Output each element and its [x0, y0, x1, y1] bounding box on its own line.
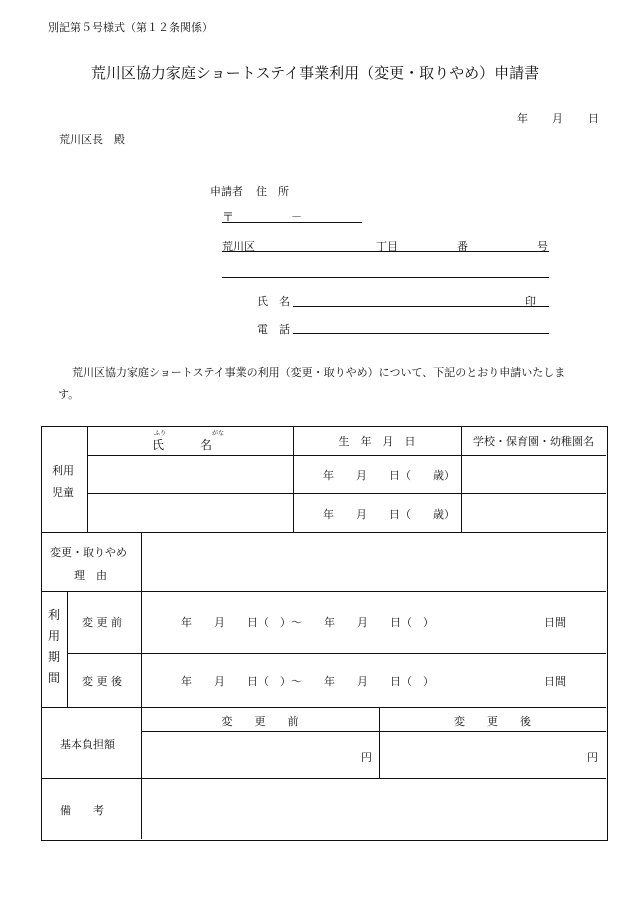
- postal-code-line[interactable]: [222, 222, 362, 223]
- name-label: 氏 名: [257, 295, 290, 308]
- burden-label: 基本負担額: [60, 738, 115, 751]
- burden-after-header: 変 更 後: [454, 715, 531, 728]
- statement-line-2: す。: [58, 388, 80, 401]
- go-label: 号: [537, 240, 548, 253]
- postal-mark: 〒: [222, 210, 235, 224]
- child-2-name-cell[interactable]: [88, 494, 292, 531]
- before-label: 変 更 前: [82, 616, 122, 629]
- postal-dash: －: [291, 210, 302, 223]
- child-label-2: 児童: [52, 486, 74, 499]
- period-before-range[interactable]: 年 月 日（ ）～ 年 月 日（ ）: [181, 616, 434, 629]
- period-before-days: 日間: [544, 616, 566, 629]
- child-2-birthdate[interactable]: 年 月 日（ 歳）: [323, 508, 455, 521]
- burden-before-header: 変 更 前: [221, 715, 299, 728]
- address-line-2[interactable]: [222, 277, 549, 278]
- phone-line[interactable]: [293, 333, 549, 334]
- reason-label-2: 理 由: [74, 569, 107, 582]
- name-ruby-1: ふり: [154, 430, 167, 437]
- seal-mark: 印: [525, 295, 536, 308]
- reason-label-1: 変更・取りやめ: [50, 546, 127, 559]
- addressee: 荒川区長 殿: [59, 133, 125, 146]
- child-1-birthdate[interactable]: 年 月 日（ 歳）: [323, 469, 455, 482]
- birth-header: 生 年 月 日: [338, 435, 416, 448]
- school-header: 学校・保育園・幼稚園名: [473, 435, 594, 448]
- burden-before-yen[interactable]: 円: [361, 751, 372, 764]
- date-day: 日: [588, 112, 599, 125]
- form-number: 別記第５号様式（第１２条関係）: [48, 21, 213, 34]
- name-line[interactable]: [293, 306, 549, 307]
- address-label: 住 所: [256, 185, 289, 198]
- child-1-name-cell[interactable]: [88, 456, 292, 492]
- statement-line-1: 荒川区協力家庭ショートステイ事業の利用（変更・取りやめ）について、下記のとおり申請いたしま: [72, 366, 566, 379]
- page-title: 荒川区協力家庭ショートステイ事業利用（変更・取りやめ）申請書: [90, 64, 540, 82]
- remarks-input[interactable]: [142, 779, 605, 838]
- address-line-1[interactable]: [222, 251, 549, 252]
- child-1-school-cell[interactable]: [462, 456, 605, 492]
- child-label-1: 利用: [52, 464, 74, 477]
- date-year: 年: [517, 112, 528, 125]
- period-after-days: 日間: [544, 675, 566, 688]
- phone-label: 電 話: [257, 323, 290, 336]
- period-label: 利 用 期 間: [47, 608, 60, 685]
- applicant-label: 申請者: [210, 185, 243, 198]
- burden-after-yen[interactable]: 円: [587, 751, 598, 764]
- name-header: 氏 名: [152, 438, 213, 452]
- chome-label: 丁目: [376, 240, 398, 253]
- period-after-range[interactable]: 年 月 日（ ）～ 年 月 日（ ）: [181, 675, 434, 688]
- ban-label: 番: [457, 240, 468, 253]
- date-month: 月: [552, 112, 563, 125]
- ward-label: 荒川区: [222, 240, 255, 253]
- child-2-school-cell[interactable]: [462, 494, 605, 531]
- remarks-label: 備 考: [60, 804, 104, 817]
- after-label: 変 更 後: [82, 675, 122, 688]
- name-ruby-2: がな: [212, 430, 225, 437]
- reason-input[interactable]: [142, 533, 605, 590]
